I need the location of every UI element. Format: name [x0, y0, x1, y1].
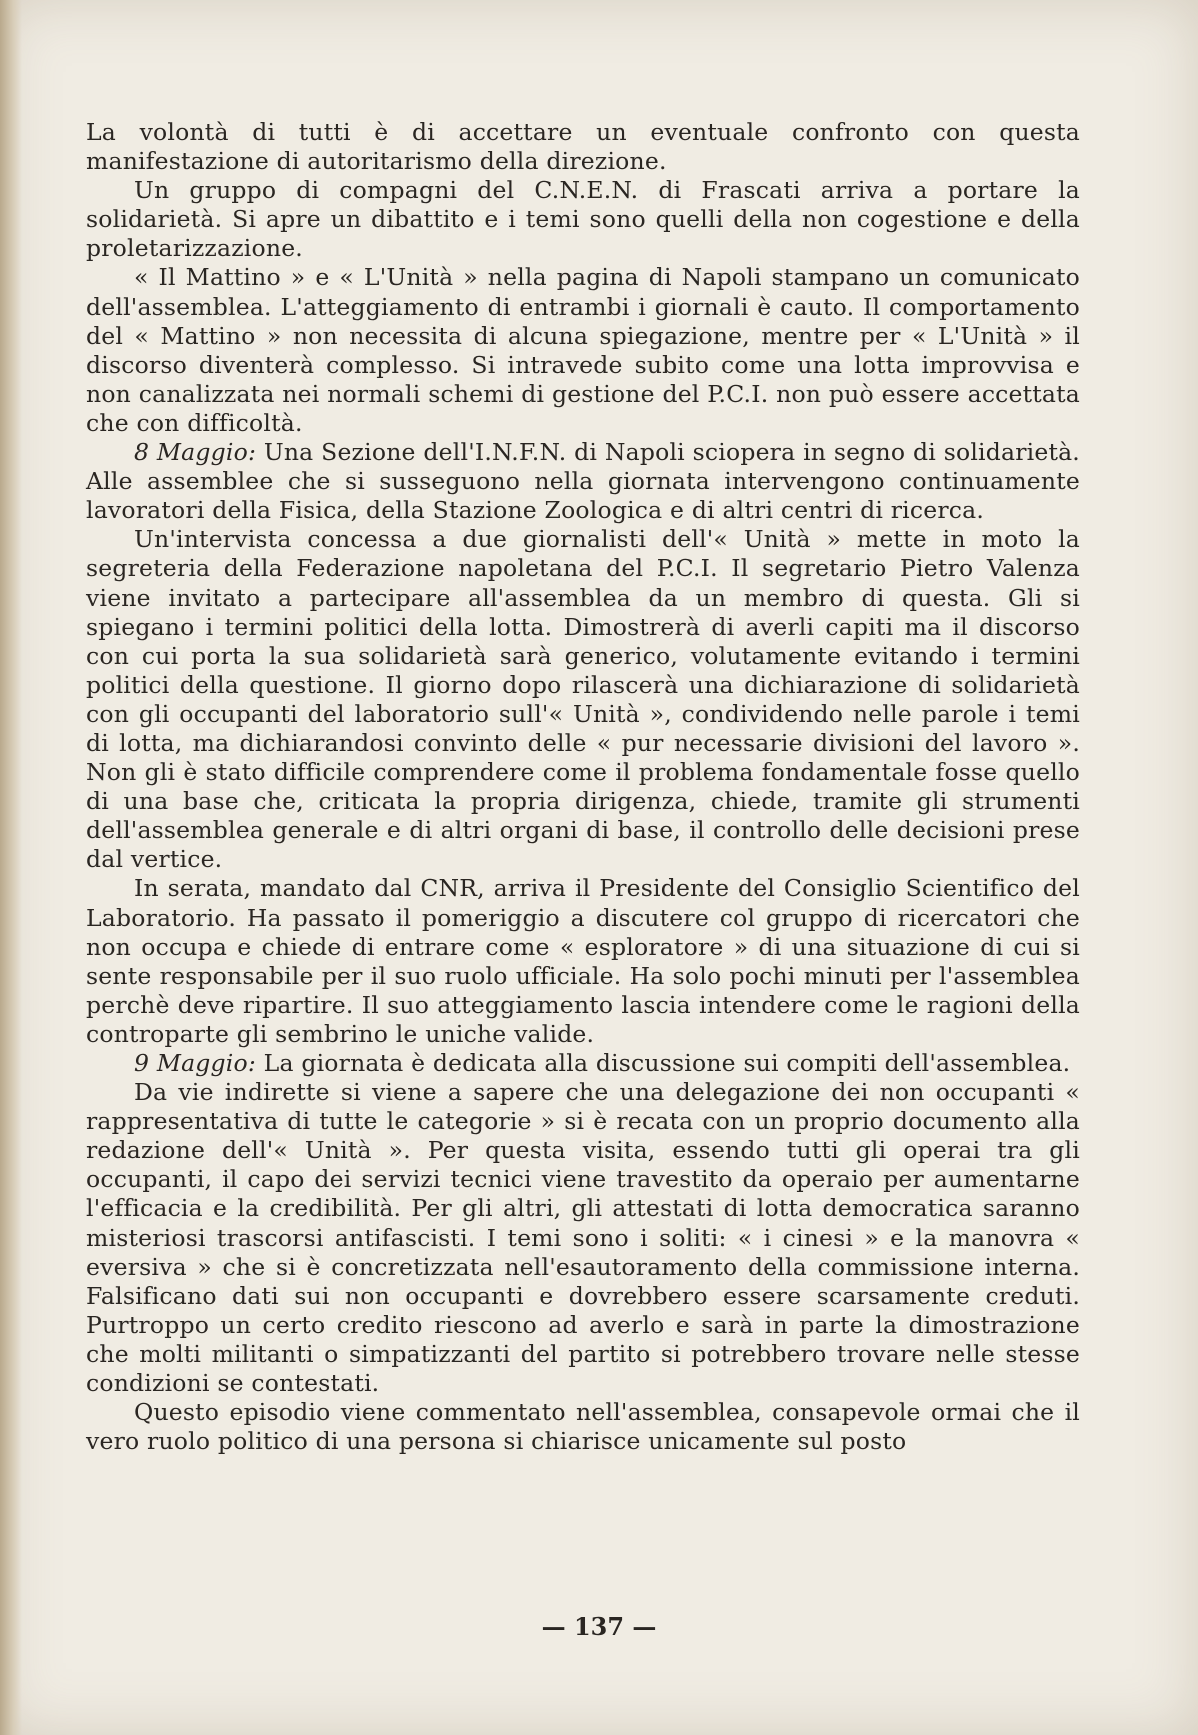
paragraph-8 — [86, 1078, 1080, 1398]
paragraph-text: In serata, mandato dal CNR, arriva il Presidente del Consiglio Scientifico del Laboratorio. Ha passato il pomeriggio a discutere col gruppo di ricercatori che non occupa e chiede di entrare come « esploratore » di una situazione di cui si sente responsabile per il suo ruolo ufficiale. Ha solo pochi minuti per l'assemblea perchè deve ripartire. Il suo atteggiamento lascia intendere come le ragioni della controparte gli sembrino le uniche valide. — [86, 874, 1080, 1048]
paragraph-text: La volontà di tutti è di accettare un eventuale confronto con questa manifestazione di autoritarismo della direzione. — [86, 118, 1080, 176]
paragraph-text: « Il Mattino » e « L'Unità » nella pagina di Napoli stampano un comunicato dell'assemblea. L'atteggiamento di entrambi i giornali è cauto. Il comportamento del « Mattino » non necessita di alcuna spiegazione, mentre per « L'Unità » il discorso diventerà complesso. Si intravede subito come una lotta improvvisa e non canalizzata nei normali schemi di gestione del P.C.I. non può essere accettata che con difficoltà. — [86, 263, 1080, 437]
paragraph-7 — [86, 1049, 1080, 1078]
paragraph-text: Un gruppo di compagni del C.N.E.N. di Frascati arriva a portare la solidarietà. Si apre un dibattito e i temi sono quelli della non cogestione e della proletarizzazione. — [86, 176, 1080, 263]
paragraph-4 — [86, 438, 1080, 525]
paragraph-text: Una Sezione dell'I.N.F.N. di Napoli sciopera in segno di solidarietà. Alle assemblee che si susseguono nella giornata intervengono continuamente lavoratori della Fisica, della Stazione Zoologica e di altri centri di ricerca. — [86, 438, 1080, 525]
date-label: 9 Maggio: — [134, 1049, 256, 1077]
page-binding-edge — [0, 0, 22, 1735]
paragraph-text: Questo episodio viene commentato nell'assemblea, consapevole ormai che il vero ruolo politico di una persona si chiarisce unicamente sul posto — [86, 1398, 1080, 1456]
date-label: 8 Maggio: — [134, 438, 257, 467]
paragraph-1 — [86, 118, 1080, 176]
paragraph-text: La giornata è dedicata alla discussione sui compiti dell'assemblea. — [255, 1049, 1071, 1077]
page-number: — 137 — — [541, 1612, 657, 1641]
paragraph-text: Da vie indirette si viene a sapere che una delegazione dei non occupanti « rappresentativa di tutte le categorie » si è recata con un proprio documento alla redazione dell'« Unità ». Per questa visita, essendo tutti gli operai tra gli occupanti, il capo dei servizi tecnici viene travestito da operaio per aumentarne l'efficacia e la credibilità. Per gli altri, gli attestati di lotta democratica saranno misteriosi trascorsi antifascisti. I temi sono i soliti: « i cinesi » e la manovra « eversiva » che si è concretizzata nell'esautoramento della commissione interna. Falsificano dati sui non occupanti e dovrebbero essere scarsamente creduti. Purtroppo un certo credito riescono ad averlo e sarà in parte la dimostrazione che molti militanti o simpatizzanti del partito si potrebbero trovare nelle stesse condizioni se contestati. — [86, 1078, 1080, 1398]
paragraph-9 — [86, 1398, 1080, 1456]
paragraph-6 — [86, 874, 1080, 1049]
paragraph-text: Un'intervista concessa a due giornalisti dell'« Unità » mette in moto la segreteria della Federazione napoletana del P.C.I. Il segretario Pietro Valenza viene invitato a partecipare all'assemblea da un membro di questa. Gli si spiegano i termini politici della lotta. Dimostrerà di averli capiti ma il discorso con cui porta la sua solidarietà sarà generico, volutamente evitando i termini politici della questione. Il giorno dopo rilascerà una dichiarazione di solidarietà con gli occupanti del laboratorio sull'« Unità », condividendo nelle parole i temi di lotta, ma dichiarandosi convinto delle « pur necessarie divisioni del lavoro ». Non gli è stato difficile comprendere come il problema fondamentale fosse quello di una base che, criticata la propria dirigenza, chiede, tramite gli strumenti dell'assemblea generale e di altri organi di base, il controllo delle decisioni prese dal vertice. — [86, 525, 1080, 874]
paragraph-3 — [86, 263, 1080, 438]
paragraph-2 — [86, 176, 1080, 263]
body-text — [86, 118, 1080, 1456]
paragraph-5 — [86, 525, 1080, 874]
